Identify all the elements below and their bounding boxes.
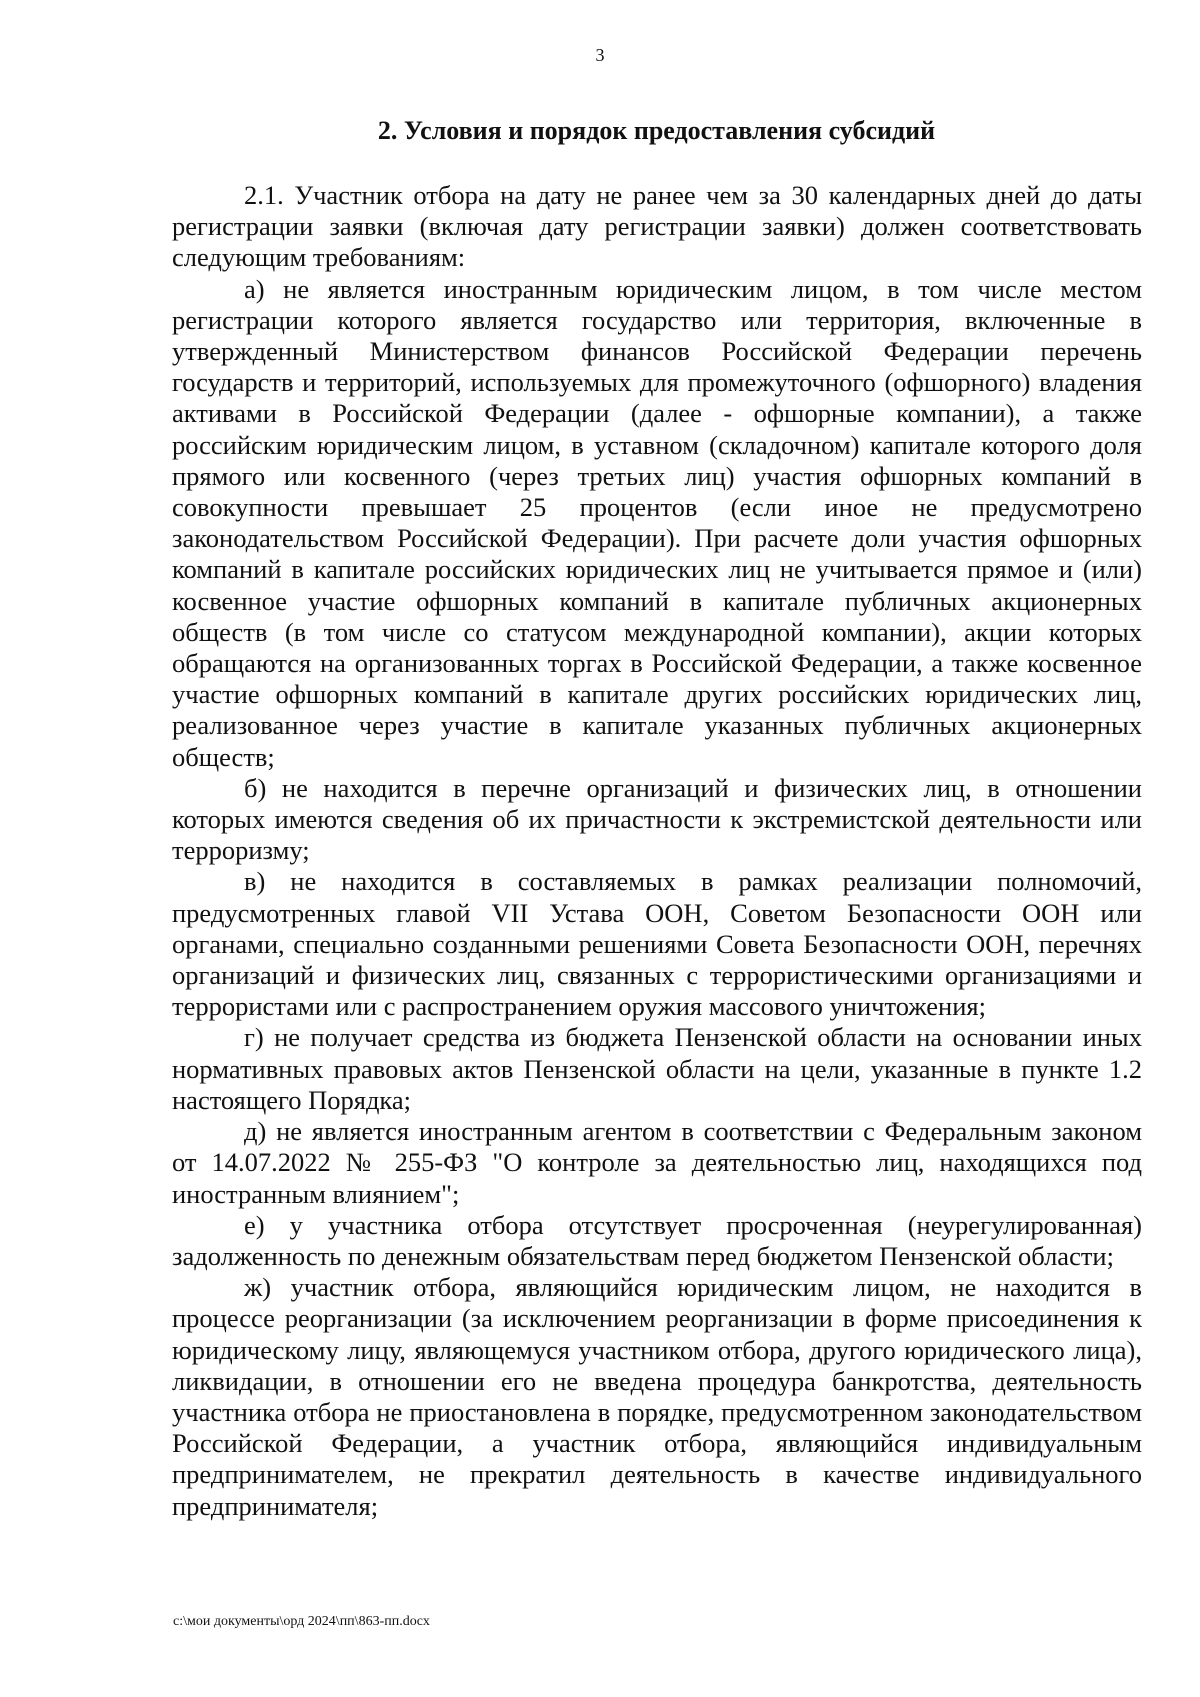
paragraph-item-e: е) у участника отбора отсутствует просроченная (неурегулированная) задолженность по денежным обязательствам перед бюджетом Пензенской области; [172,1209,1142,1271]
paragraph-item-v: в) не находится в составляемых в рамках реализации полномочий, предусмотренных главой VII Устава ООН, Советом Безопасности ООН или органами, специально созданными решениями Совета Безопасности ООН, перечнях организаций и физических лиц, связанных с террористическими организациями и террористами или с распространением оружия массового уничтожения; [172,866,1142,1022]
footer-file-path: c:\мои документы\орд 2024\пп\863-пп.docx [173,1614,430,1629]
paragraph-item-a: а) не является иностранным юридическим лицом, в том числе местом регистрации которого является государство или территория, включенные в утвержденный Министерством финансов Российской Федерации перечень государств и территорий, используемых для промежуточного (офшорного) владения активами в Российской Федерации (далее - офшорные компании), а также российским юридическим лицом, в уставном (складочном) капитале которого доля прямого или косвенного (через третьих лиц) участия офшорных компаний в совокупности превышает 25 процентов (если иное не предусмотрено законодательством Российской Федерации). При расчете доли участия офшорных компаний в капитале российских юридических лиц не учитывается прямое и (или) косвенное участие офшорных компаний в капитале публичных акционерных обществ (в том числе со статусом международной компании), акции которых обращаются на организованных торгах в Российской Федерации, а также косвенное участие офшорных компаний в капитале других российских юридических лиц, реализованное через участие в капитале указанных публичных акционерных обществ; [172,273,1142,772]
section-heading: 2. Условия и порядок предоставления субсидий [377,116,936,145]
paragraph-item-b: б) не находится в перечне организаций и физических лиц, в отношении которых имеются сведения об их причастности к экстремистской деятельности или терроризму; [172,772,1142,866]
paragraph-item-zh: ж) участник отбора, являющийся юридическим лицом, не находится в процессе реорганизации (за исключением реорганизации в форме присоединения к юридическому лицу, являющемуся участником отбора, другого юридического лица), ликвидации, в отношении его не введена процедура банкротства, деятельность участника отбора не приостановлена в порядке, предусмотренном законодательством Российской Федерации, а участник отбора, являющийся индивидуальным предпринимателем, не прекратил деятельность в качестве индивидуального предпринимателя; [172,1272,1142,1521]
paragraph-2-1: 2.1. Участник отбора на дату не ранее чем за 30 календарных дней до даты регистрации заявки (включая дату регистрации заявки) должен соответствовать следующим требованиям: [172,180,1142,273]
paragraph-item-g: г) не получает средства из бюджета Пензенской области на основании иных нормативных правовых актов Пензенской области на цели, указанные в пункте 1.2 настоящего Порядка; [172,1022,1142,1115]
page-number: 3 [595,45,605,65]
document-body [172,180,1142,1522]
paragraph-item-d: д) не является иностранным агентом в соответствии с Федеральным законом от 14.07.2022 № 255-ФЗ "О контроле за деятельностью лиц, находящихся под иностранным влиянием"; [172,1116,1142,1209]
